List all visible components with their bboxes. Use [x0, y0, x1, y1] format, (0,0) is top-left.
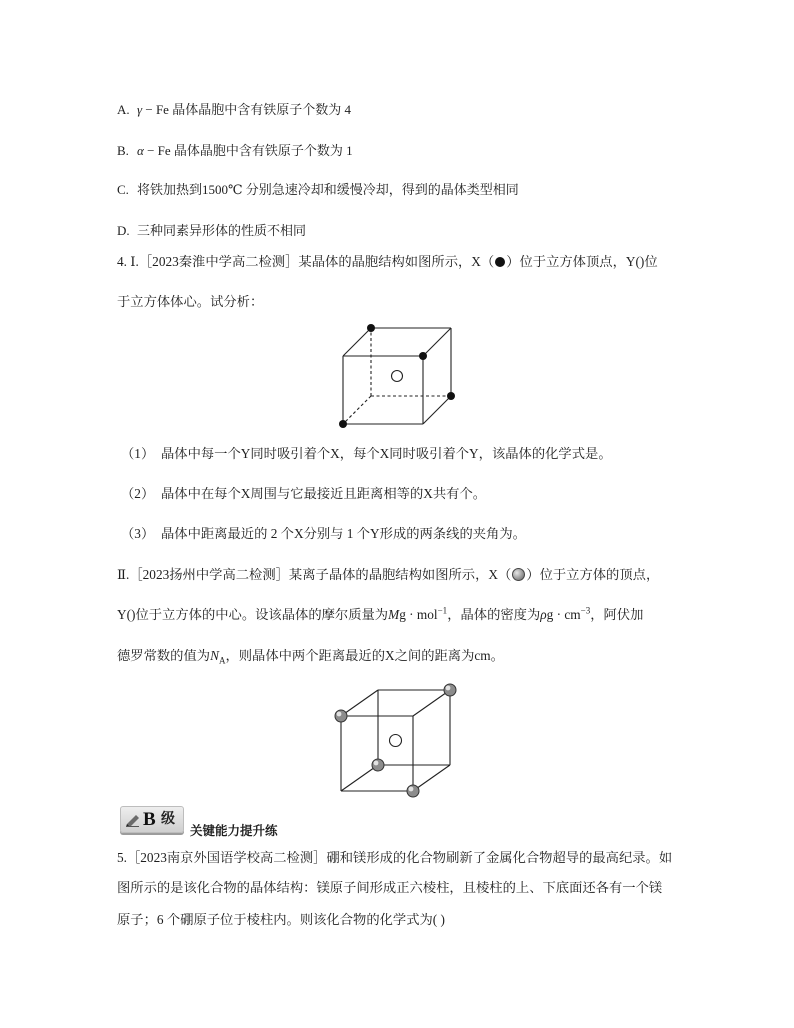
x-atom-marker [447, 392, 455, 400]
gray-atom-icon [512, 568, 525, 581]
q4-part2-text-b: ）位于立方体的顶点， [526, 567, 660, 582]
option-c [117, 181, 519, 199]
q4-part2-text: ，阿伏加 [590, 607, 644, 622]
badge-level-suffix: 级 [161, 812, 175, 827]
black-atom-icon [495, 257, 505, 267]
cube-edge [343, 328, 371, 356]
q4-part2-text: 德罗常数的值为 [117, 648, 211, 663]
q5-line-3: 原子；6 个硼原子位于棱柱内。则该化合物的化学式为( ) [117, 912, 445, 927]
option-text: 将铁加热到1500℃ 分别急速冷却和缓慢冷却，得到的晶体类型相同 [137, 182, 519, 197]
badge-level: B [143, 809, 156, 830]
x-ball-marker [444, 684, 456, 696]
subquestion-label: （3） [121, 526, 155, 541]
y-atom-marker [392, 371, 403, 382]
option-text: − Fe 晶体晶胞中含有铁原子个数为 4 [142, 102, 351, 117]
x-atom-marker [367, 324, 375, 332]
molar-mass-symbol: M [388, 607, 400, 622]
q4-part1-text-b: ）位于立方体顶点，Y()位 [506, 254, 658, 269]
option-label: A. [117, 102, 130, 117]
density-symbol: ρ [540, 607, 547, 622]
cube-edge [423, 396, 451, 424]
q4-part1-text-a: 4. Ⅰ.［2023秦淮中学高二检测］某晶体的晶胞结构如图所示，X（ [117, 254, 495, 269]
pencil-icon [125, 813, 141, 827]
subquestion-3 [117, 525, 526, 543]
unit-exponent: −3 [580, 605, 591, 616]
option-b [117, 142, 353, 160]
q5-line-2: 图所示的是该化合物的晶体结构：镁原子间形成正六棱柱，且棱柱的上、下底面还各有一个镁 [117, 880, 663, 895]
subquestion-label: （1） [121, 446, 155, 461]
subquestion-2 [117, 485, 486, 503]
q4-part2-text: ，则晶体中两个距离最近的X之间的距离为cm。 [225, 648, 504, 663]
subquestion-text: 晶体中每一个Y同时吸引着个X，每个X同时吸引着个Y，该晶体的化学式是。 [161, 446, 612, 461]
option-d [117, 222, 306, 240]
q5-line-1: 5.［2023南京外国语学校高二检测］硼和镁形成的化合物刷新了金属化合物超导的最高纪录。如 [117, 850, 673, 865]
q4-part2-line2 [117, 606, 643, 624]
cube-figure-2 [328, 680, 464, 800]
greek-symbol: α [137, 143, 144, 158]
density-unit: g · cm [546, 607, 581, 622]
molar-mass-unit: g · mol [399, 607, 438, 622]
q4-part1-line1 [117, 253, 658, 271]
unit-exponent: −1 [437, 605, 448, 616]
x-ball-marker [407, 785, 419, 797]
x-ball-marker [372, 759, 384, 771]
option-a [117, 101, 351, 119]
q4-part2-text: Y()位于立方体的中心。设该晶体的摩尔质量为 [117, 607, 389, 622]
greek-symbol: γ [137, 102, 143, 117]
cube-figure-1 [335, 320, 463, 432]
subquestion-text: 晶体中距离最近的 2 个X分别与 1 个Y形成的两条线的夹角为。 [161, 526, 526, 541]
option-label: C. [117, 182, 129, 197]
cube-edge [413, 765, 450, 791]
section-title: 关键能力提升练 [190, 824, 278, 838]
subquestion-text: 晶体中在每个X周围与它最接近且距离相等的X共有个。 [161, 486, 487, 501]
option-label: D. [117, 223, 130, 238]
avogadro-symbol: N [210, 648, 219, 663]
subquestion-1 [117, 445, 612, 463]
cube-edge [341, 690, 378, 716]
cube-edge [341, 765, 378, 791]
cube-hidden-edge [343, 396, 371, 424]
subquestion-label: （2） [121, 486, 155, 501]
cube-edge [413, 690, 450, 716]
y-atom-marker [390, 735, 402, 747]
x-atom-marker [339, 420, 347, 428]
q4-part2-line1 [117, 566, 659, 584]
q4-part2-line3 [117, 647, 504, 665]
option-text: 三种同素异形体的性质不相同 [137, 223, 307, 238]
level-badge [120, 806, 184, 833]
avogadro-subscript: A [218, 655, 226, 666]
option-label: B. [117, 143, 129, 158]
q4-part1-line2: 于立方体体心。试分析： [117, 294, 264, 309]
q4-part2-text-a: Ⅱ.［2023扬州中学高二检测］某离子晶体的晶胞结构如图所示，X（ [117, 567, 512, 582]
cube-edge [423, 328, 451, 356]
q4-part2-text: ，晶体的密度为 [447, 607, 541, 622]
option-text: − Fe 晶体晶胞中含有铁原子个数为 1 [143, 143, 353, 158]
x-ball-marker [335, 710, 347, 722]
x-atom-marker [419, 352, 427, 360]
